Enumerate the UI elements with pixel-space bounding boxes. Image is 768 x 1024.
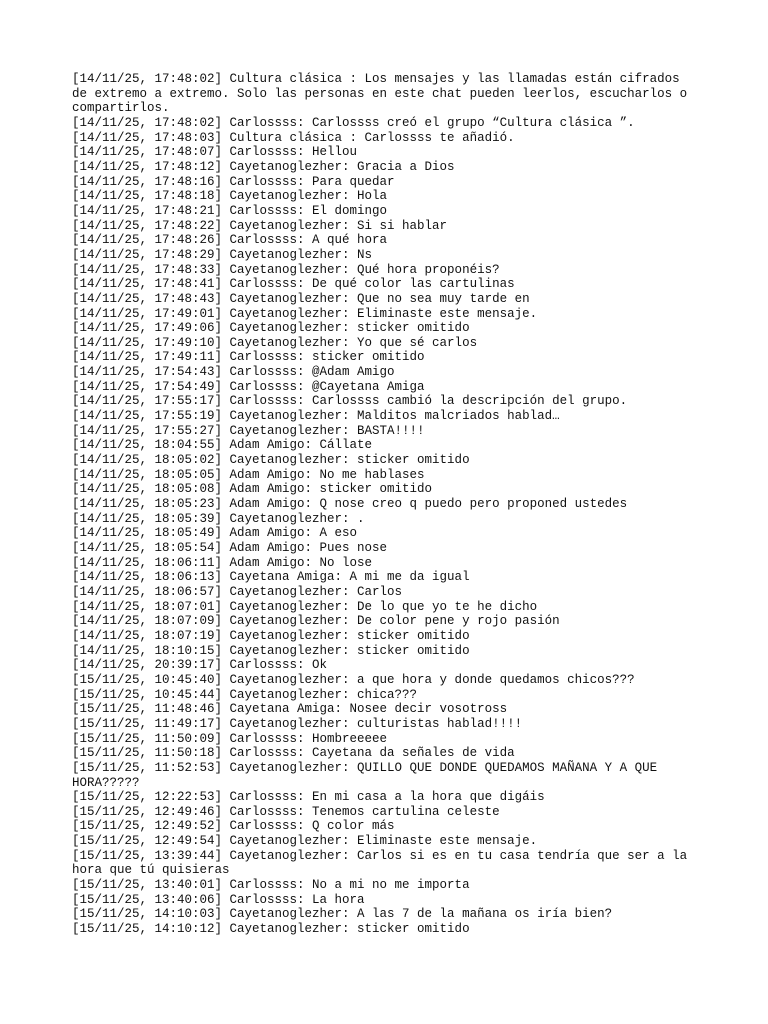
chat-message-line: [14/11/25, 18:05:49] Adam Amigo: A eso [72,526,358,541]
chat-message-line: [14/11/25, 18:05:23] Adam Amigo: Q nose creo q puedo pero proponed ustedes [72,497,628,512]
chat-message-line: [14/11/25, 17:49:10] Cayetanoglezher: Yo que sé carlos [72,335,478,350]
chat-message-line: [15/11/25, 12:22:53] Carlossss: En mi casa a la hora que digáis [72,790,545,805]
chat-message-line: [15/11/25, 12:49:54] Cayetanoglezher: Eliminaste este mensaje. [72,834,538,849]
chat-message-line: [14/11/25, 18:06:57] Cayetanoglezher: Carlos [72,584,403,599]
chat-message-line: [14/11/25, 18:07:09] Cayetanoglezher: De color pene y rojo pasión [72,614,560,629]
chat-message-line: [15/11/25, 12:49:52] Carlossss: Q color más [72,819,395,834]
chat-message-line: [14/11/25, 17:48:07] Carlossss: Hellou [72,145,358,160]
chat-message-line: [14/11/25, 18:05:54] Adam Amigo: Pues nose [72,541,388,555]
chat-message-line: [14/11/25, 17:48:29] Cayetanoglezher: Ns [72,247,373,262]
chat-message-line: [14/11/25, 18:04:55] Adam Amigo: Cállate [72,438,373,453]
chat-message-line: [15/11/25, 11:50:09] Carlossss: Hombreeeee [72,731,388,746]
chat-message-line: [14/11/25, 17:48:02] Carlossss: Carlossss creó el grupo “Cultura clásica ”. [72,115,635,130]
chat-message-line: [14/11/25, 17:48:18] Cayetanoglezher: Hola [72,189,388,204]
chat-message-line: [14/11/25, 18:05:08] Adam Amigo: sticker omitido [72,482,433,497]
chat-message-line: [14/11/25, 17:55:19] Cayetanoglezher: Malditos malcriados hablad… [72,409,560,424]
chat-message-line: [14/11/25, 18:06:13] Cayetana Amiga: A mi me da igual [72,570,470,585]
chat-message-line: [14/11/25, 18:07:19] Cayetanoglezher: sticker omitido [72,628,470,643]
chat-message-line: [14/11/25, 17:49:01] Cayetanoglezher: Eliminaste este mensaje. [72,306,538,321]
chat-message-line: [15/11/25, 11:52:53] Cayetanoglezher: QUILLO QUE DONDE QUEDAMOS MAÑANA Y A QUE HORA????? [72,760,665,790]
chat-message-line: [14/11/25, 18:05:39] Cayetanoglezher: . [72,511,365,526]
chat-message-line: [14/11/25, 17:48:26] Carlossss: A qué hora [72,233,388,248]
chat-message-line: [15/11/25, 13:40:06] Carlossss: La hora [72,892,365,907]
chat-message-line: [15/11/25, 10:45:40] Cayetanoglezher: a que hora y donde quedamos chicos??? [72,672,635,687]
chat-message-line: [14/11/25, 18:06:11] Adam Amigo: No lose [72,555,373,570]
chat-message-line: [14/11/25, 17:48:21] Carlossss: El domingo [72,203,388,218]
chat-message-line: [14/11/25, 17:54:43] Carlossss: @Adam Amigo [72,365,395,380]
chat-message-line: [15/11/25, 13:39:44] Cayetanoglezher: Carlos si es en tu casa tendría que ser a la hora que tú quisieras [72,848,695,878]
chat-message-line: [14/11/25, 18:10:15] Cayetanoglezher: sticker omitido [72,643,470,658]
chat-message-line: [14/11/25, 18:05:02] Cayetanoglezher: sticker omitido [72,453,470,468]
chat-message-line: [14/11/25, 17:48:43] Cayetanoglezher: Que no sea muy tarde en [72,291,530,306]
chat-message-line: [14/11/25, 17:55:27] Cayetanoglezher: BASTA!!!! [72,423,425,438]
chat-message-line: [15/11/25, 12:49:46] Carlossss: Tenemos cartulina celeste [72,804,500,819]
chat-message-line: [14/11/25, 18:05:05] Adam Amigo: No me hablases [72,467,425,482]
chat-message-line: [14/11/25, 17:48:03] Cultura clásica : Carlossss te añadió. [72,130,515,145]
chat-message-line: [15/11/25, 11:49:17] Cayetanoglezher: culturistas hablad!!!! [72,716,523,731]
chat-message-line: [14/11/25, 17:48:33] Cayetanoglezher: Qué hora proponéis? [72,262,500,277]
chat-log [72,72,696,937]
chat-message-line: [15/11/25, 14:10:12] Cayetanoglezher: sticker omitido [72,922,470,937]
chat-message-line: [14/11/25, 17:48:12] Cayetanoglezher: Gracia a Dios [72,159,455,174]
chat-message-line: [14/11/25, 17:49:06] Cayetanoglezher: sticker omitido [72,321,470,336]
chat-message-line: [14/11/25, 18:07:01] Cayetanoglezher: De lo que yo te he dicho [72,599,538,614]
chat-message-line: [15/11/25, 13:40:01] Carlossss: No a mi no me importa [72,878,470,893]
chat-message-line: [15/11/25, 14:10:03] Cayetanoglezher: A las 7 de la mañana os iría bien? [72,907,613,922]
chat-message-line: [15/11/25, 10:45:44] Cayetanoglezher: chica??? [72,687,418,702]
chat-message-line: [15/11/25, 11:48:46] Cayetana Amiga: Nosee decir vosotross [72,702,508,717]
chat-message-line: [14/11/25, 17:55:17] Carlossss: Carlossss cambió la descripción del grupo. [72,394,628,409]
chat-message-line: [14/11/25, 20:39:17] Carlossss: Ok [72,658,328,673]
chat-message-line: [15/11/25, 11:50:18] Carlossss: Cayetana da señales de vida [72,746,515,761]
chat-message-line: [14/11/25, 17:48:41] Carlossss: De qué color las cartulinas [72,277,515,292]
chat-message-line: [14/11/25, 17:48:22] Cayetanoglezher: Si si hablar [72,218,448,233]
chat-message-line: [14/11/25, 17:49:11] Carlossss: sticker omitido [72,350,425,365]
chat-message-line: [14/11/25, 17:48:02] Cultura clásica : Los mensajes y las llamadas están cifrados de extremo a extremo. Solo las personas en este chat pueden leerlos, escucharlos o compartirlos. [72,72,695,116]
chat-message-line: [14/11/25, 17:48:16] Carlossss: Para quedar [72,174,395,189]
chat-message-line: [14/11/25, 17:54:49] Carlossss: @Cayetana Amiga [72,379,425,394]
